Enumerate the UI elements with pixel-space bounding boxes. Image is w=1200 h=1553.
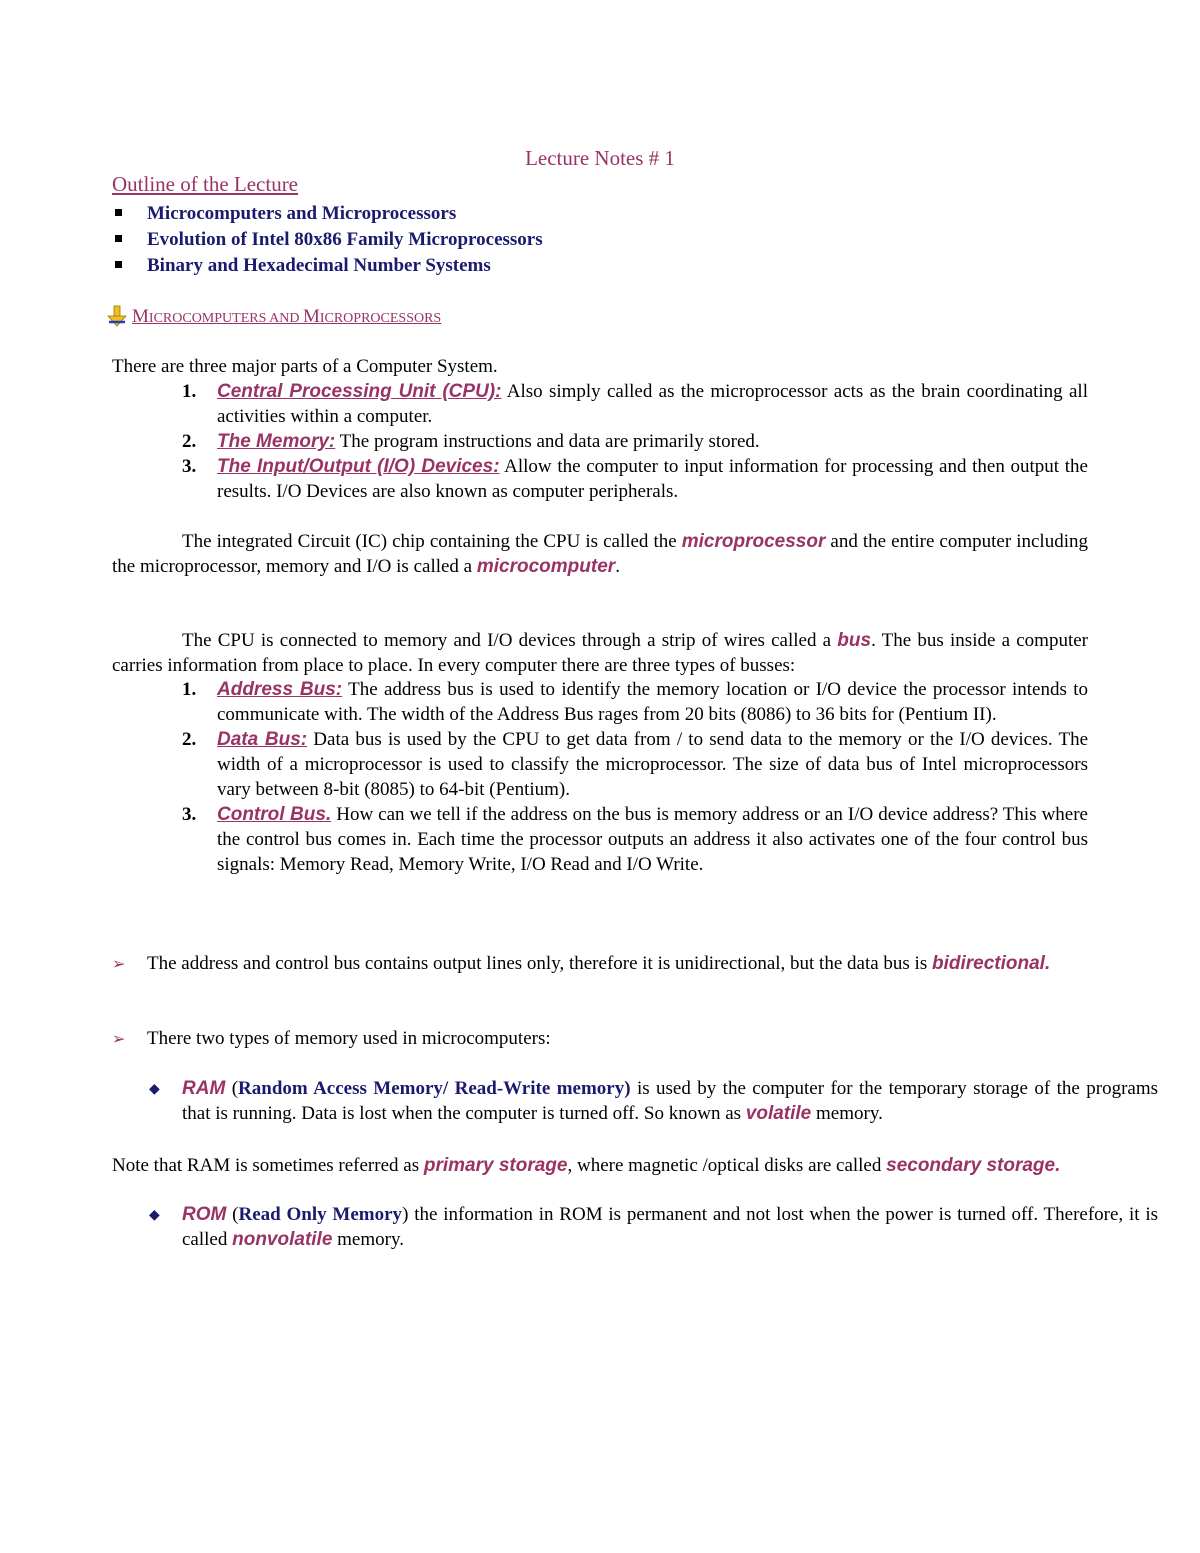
document-page (112, 0, 1159, 1250)
diamond-bullet-icon: ◆ (149, 1081, 160, 1097)
bus-paragraph: The CPU is connected to memory and I/O devices through a strip of wires called a bus. The bus inside a computer carries information from place to place. In every computer there are three types of busses: (112, 630, 1088, 676)
parts-list (112, 379, 1088, 504)
intro-paragraph: There are three major parts of a Computer System. (112, 356, 498, 377)
list-item: Evolution of Intel 80x86 Family Microprocessors (112, 227, 543, 253)
bus-list (112, 677, 1088, 877)
diamond-bullet-icon: ◆ (149, 1207, 160, 1223)
list-item: 1. Central Processing Unit (CPU): Also simply called as the microprocessor acts as the brain coordinating all activities within a computer. (182, 381, 1088, 427)
arrow-bullet-icon: ➢ (112, 954, 126, 973)
list-item: Microcomputers and Microprocessors (112, 201, 543, 227)
note-item: ➢ There two types of memory used in microcomputers: (112, 1028, 551, 1049)
down-arrow-icon (106, 305, 128, 327)
memory-item-rom: ◆ ROM (Read Only Memory) the information in ROM is permanent and not lost when the power is turned off. Therefore, it is called nonvolatile memory. (149, 1204, 1159, 1250)
square-bullet-icon (115, 235, 122, 242)
list-item: 3. Control Bus. How can we tell if the address on the bus is memory address or an I/O device address? This where the control bus comes in. Each time the processor outputs an address it also activates one of the four control bus signals: Memory Read, Memory Write, I/O Read and I/O Write. (182, 804, 1088, 875)
section-heading-text: MICROCOMPUTERS AND MICROPROCESSORS (132, 306, 442, 327)
note-item: ➢ The address and control bus contains output lines only, therefore it is unidirectional, but the data bus is bidirectional. (112, 953, 1051, 974)
outline-heading: Outline of the Lecture (112, 172, 299, 196)
square-bullet-icon (115, 209, 122, 216)
page-title: Lecture Notes # 1 (525, 146, 675, 170)
list-item: 2. Data Bus: Data bus is used by the CPU to get data from / to send data to the memory or the I/O devices. The width of a microprocessor is used to classify the microprocessor. The size of data bus of Intel microprocessors vary between 8-bit (8085) to 64-bit (Pentium). (182, 729, 1089, 800)
memory-item-ram: ◆ RAM (Random Access Memory/ Read-Write memory) is used by the computer for the temporary storage of the programs that is running. Data is lost when the computer is turned off. So known as volatile memory. (149, 1078, 1159, 1124)
ic-paragraph: The integrated Circuit (IC) chip containing the CPU is called the microprocessor and the entire computer including the microprocessor, memory and I/O is called a microcomputer. (112, 531, 1088, 577)
final-paragraph: Note that RAM is sometimes referred as primary storage, where magnetic /optical disks are called secondary storage. (112, 1155, 1061, 1176)
list-item: Binary and Hexadecimal Number Systems (112, 253, 543, 279)
outline-list (112, 201, 543, 279)
list-item: 3. The Input/Output (I/O) Devices: Allow the computer to input information for processing and then output the results. I/O Devices are also known as computer peripherals. (182, 456, 1088, 502)
list-item: 1. Address Bus: The address bus is used to identify the memory location or I/O device the processor intends to communicate with. The width of the Address Bus rages from 20 bits (8086) to 36 bits for (Pentium II). (182, 679, 1088, 725)
square-bullet-icon (115, 261, 122, 268)
list-item: 2. The Memory: The program instructions and data are primarily stored. (182, 431, 760, 452)
arrow-bullet-icon: ➢ (112, 1029, 126, 1048)
